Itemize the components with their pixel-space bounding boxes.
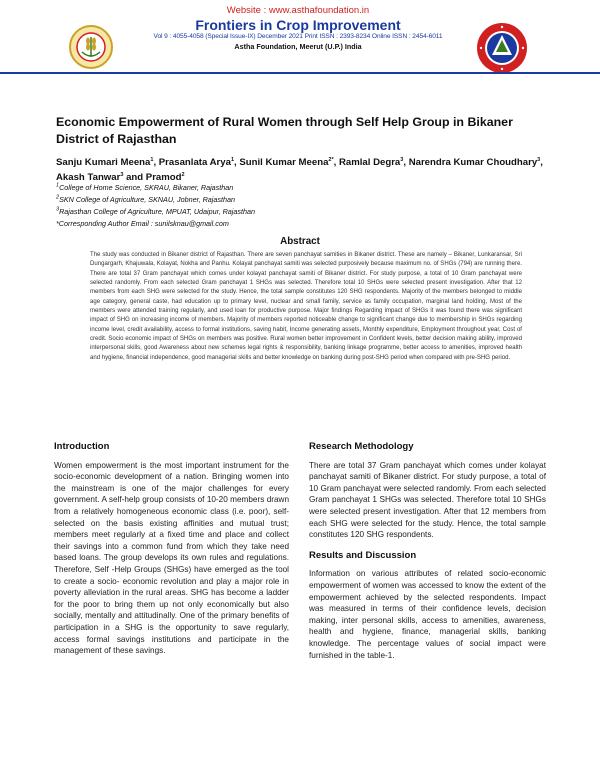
methodology-heading: Research Methodology [309, 441, 414, 452]
right-column [309, 441, 546, 661]
abstract-heading: Abstract [280, 236, 320, 247]
results-heading: Results and Discussion [309, 549, 417, 561]
author-affiliation-marker: 3 [537, 156, 541, 163]
abstract-text: The study was conducted in Bikaner district of Rajasthan. There are seven panchayat samities in Bikaner district. These are namely – Bikaner, Lunkaransar, Sri Dungargarh, Khajuwala, Kolayat, Nokha and Panhu. Kolayat panchayat samiti was selected purposively because maximum no. of SHGs (794) are running there. There are total 37 Gram panchayat which comes under kolayat panchayat samiti of Bikaner district. For study purpose, a total of 10 Gram panchayat were selected randomly. From each selected Gram panchayat 1 SHGs was selected. Therefore total 10 SHGs were selected present investigation. After that 12 members from each SHG were selected for the study. Hence, the total sample constitutes 120 SHG respondents. Majority of the members belonged to middle age category, general caste, had education up to primary level, nuclear and small family, service as family occupation, marginal land holding, Most of the members were attended training regularly, and used loan for productive purpose. Major findings Regarding impact of SHGs it was found there was significant impact of SHG on increasing income of members. Majority of members reported noticeable change to significant change due to membership in SHGs regarding income level, credit availability, access to formal institutions, saving habit, Income generating assets, Monthly expenditure, Employment throughout year, Cost of credit. Socio economic impact of SHGs on members was positive. Rural women better improvement in Confident levels, better decision making ability, improved interpersonal skills, good Awareness about new schemes legal rights & responsibility, banking linkage programme, better access to amenities, improved health and hygiene, financial independence, good managerial skills and better knowledge on banking during post-SHG period when compared with pre-SHG period. [90, 252, 522, 361]
paper-title: Economic Empowerment of Rural Women through Self Help Group in Bikaner District of Rajasthan [56, 115, 513, 146]
introduction-heading: Introduction [54, 441, 110, 452]
introduction-text: Women empowerment is the most important instrument for the socio-economic development of a nation. Bringing women into the mainstream is one of the major challenges for every government. A self-help group consists of 10-20 members drawn from a relatively homogeneous economic class (i.e. poor), self-selected on the basis existing affinities and mutual trust; members meet regularly at a fixed time and place and collect their savings into a common fund from which they take need based loans. The group develops its own rules and regulations. Therefore, Self -Help Groups (SHGs) have emerged as the tool to create a socio- economic revolution and play a major role in poverty alleviation in the rural areas. SHG has become a ladder for the poor to bring them up not only economically but also socially, mentally and attitudinally. One of the primary benefits of participation in a SHG is the opportunity to save regularly, access formal savings institutions and participate in the management of these savings. [54, 460, 289, 656]
author-affiliation-marker: 3 [120, 171, 124, 178]
author-name: Ramlal Degra [338, 157, 401, 168]
author-name: Pramod [145, 172, 182, 183]
author-name: Prasanlata Arya [158, 157, 231, 168]
affiliation-line [56, 182, 556, 194]
author-affiliation-marker: 1 [150, 156, 154, 163]
affiliation-marker: 2 [56, 194, 60, 201]
issue-line: Vol 9 : 4055-4058 (Special Issue-IX) December 2021 Print ISSN : 2393-8234 Online ISSN : 2454-6011 [153, 33, 443, 40]
affiliation-text: SKN College of Agriculture, SKNAU, Jobner, Rajasthan [59, 195, 235, 204]
affiliation-text: *Corresponding Author Email : sunilsknau@gmail.com [56, 219, 229, 228]
astha-foundation-seal-icon [476, 22, 528, 74]
results-text: Information on various attributes of related socio-economic empowerment of women was accessed to know the extent of the empowerment achieved by the selected respondents. Impact was measured in terms of their confidence levels, decision making, inter personal skills, access to amenities, awareness, health and hygiene, finance, managerial skills, banking knowledge. The percentage values of social impact were furnished in the table-1. [309, 569, 546, 660]
affiliation-text: College of Home Science, SKRAU, Bikaner, Rajasthan [59, 183, 234, 192]
author-name: Narendra Kumar Choudhary [408, 157, 538, 168]
fci-wheat-logo-icon [68, 24, 114, 70]
affiliation-line [56, 194, 556, 206]
affiliation-line [56, 218, 556, 230]
author-affiliation-marker: 2* [328, 156, 334, 163]
author-name: Sanju Kumari Meena [56, 157, 151, 168]
author-affiliation-marker: 1 [230, 156, 235, 163]
author-affiliation-marker: 2 [181, 171, 185, 178]
affiliation-marker: 1 [56, 182, 60, 189]
website-link[interactable]: Website : www.asthafoundation.in [226, 5, 370, 16]
affiliation-line [56, 206, 556, 218]
left-column [54, 441, 289, 657]
author-list: Sanju Kumari Meena$^1$, Prasanlata Arya$^1$, Sunil Kumar Meena$^{2*}$, Ramlal Degra$^3$, Narendra Kumar Choudhary$^3$, Akash Tanwar$^3$ and Pramod$^2$ [56, 156, 543, 183]
affiliation-marker: 3 [56, 206, 60, 213]
author-name: Sunil Kumar Meena [239, 157, 329, 168]
header-divider [0, 72, 600, 74]
author-name: Akash Tanwar [56, 172, 121, 183]
journal-header [0, 0, 600, 72]
affiliations [56, 182, 556, 230]
affiliation-text: Rajasthan College of Agriculture, MPUAT, Udaipur, Rajasthan [59, 207, 255, 216]
publisher: Astha Foundation, Meerut (U.P.) India [234, 42, 362, 51]
methodology-text: There are total 37 Gram panchayat which comes under kolayat panchayat samiti of Bikaner district. For study purpose, a total of 10 Gram panchayat were selected randomly. From each selected Gram panchayat 1 SHGs was selected. Therefore total 10 SHGs were selected present investigation. After that 12 members from each SHG were selected for the study. Hence, the total sample constitutes 120 SHG respondents. [309, 460, 546, 540]
journal-name: Frontiers in Crop Improvement [195, 17, 401, 33]
header-text [120, 0, 476, 51]
author-affiliation-marker: 3 [400, 156, 404, 163]
